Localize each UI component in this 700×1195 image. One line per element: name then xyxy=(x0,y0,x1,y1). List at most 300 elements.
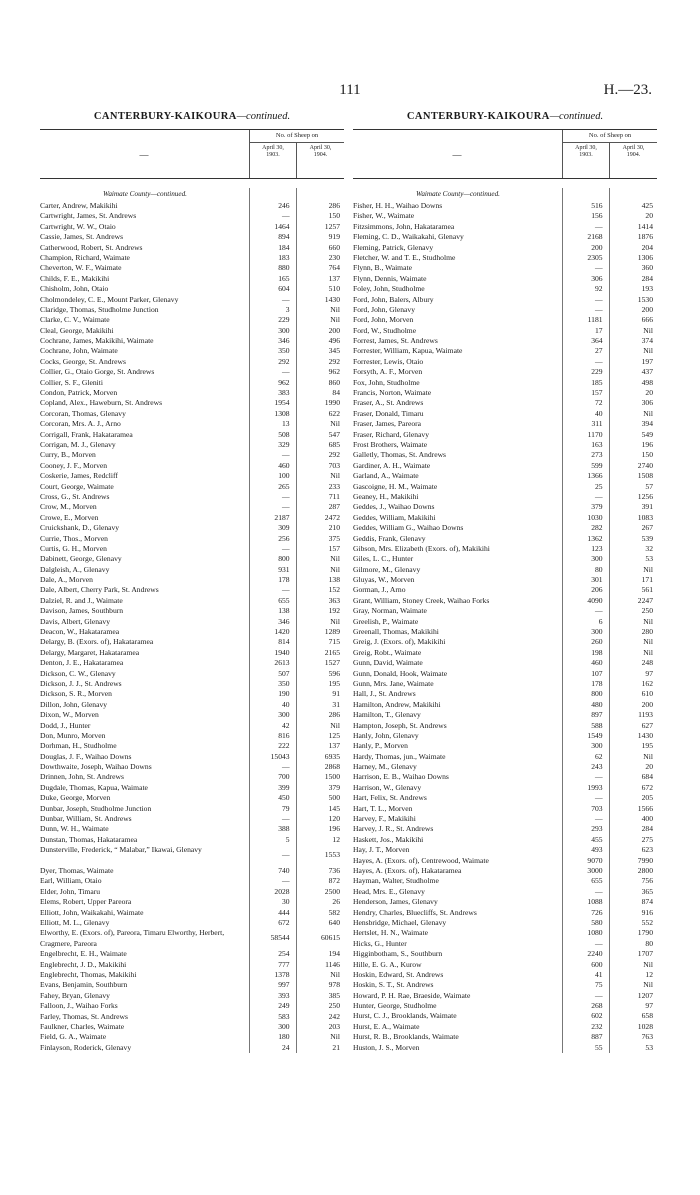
farmer-name: Dorhman, H., Studholme xyxy=(40,741,117,751)
page-number: 111 xyxy=(339,82,361,98)
sheep-1903: 604 xyxy=(278,284,290,294)
sheep-1904: 53 xyxy=(645,554,653,564)
farmer-name: Dale, A., Morven xyxy=(40,575,93,585)
table-row xyxy=(40,908,344,918)
farmer-name: Ford, John, Glenavy xyxy=(353,304,416,314)
sheep-1903: 2187 xyxy=(274,512,290,522)
sheep-1904: 596 xyxy=(328,668,340,678)
year-1904-header: April 30, 1904. xyxy=(309,145,332,158)
farmer-name: Cocks, George, St. Andrews xyxy=(40,356,126,366)
sheep-1904: 150 xyxy=(641,450,653,460)
table-row xyxy=(40,492,344,502)
name-column-header: — xyxy=(139,150,149,160)
sheep-1903: — xyxy=(281,543,290,553)
farmer-name: Evans, Benjamin, Southburn xyxy=(40,980,128,990)
table-row xyxy=(353,928,657,938)
sheep-1904: 12 xyxy=(645,969,653,979)
farmer-name: Gorman, J., Arno xyxy=(353,585,406,595)
sheep-1903: 9070 xyxy=(587,855,603,865)
farmer-name: Hensbridge, Michael, Glenavy xyxy=(353,917,447,927)
sheep-1904: 2740 xyxy=(637,460,653,470)
table-row xyxy=(353,326,657,336)
sheep-1903: 75 xyxy=(594,980,603,990)
sheep-1903: 229 xyxy=(278,315,290,325)
sheep-1904: 200 xyxy=(328,325,340,335)
farmer-name: Hayman, Walter, Studholme xyxy=(353,876,439,886)
farmer-name: Finlayson, Roderick, Glenavy xyxy=(40,1042,132,1052)
farmer-name: Hoskin, S. T., St. Andrews xyxy=(353,980,434,990)
table-row xyxy=(353,284,657,294)
sheep-1903: 41 xyxy=(594,969,603,979)
table-row xyxy=(40,596,344,606)
table-row xyxy=(353,980,657,990)
farmer-name: Cooney, J. F., Morven xyxy=(40,460,108,470)
farmer-name: Cassie, James, St. Andrews xyxy=(40,232,124,242)
farmer-name: Geddes, J., Waihao Downs xyxy=(353,502,435,512)
table-row xyxy=(40,617,344,627)
sheep-1903: 260 xyxy=(591,637,603,647)
sheep-1904: 248 xyxy=(641,658,653,668)
table-row xyxy=(40,1032,344,1042)
sheep-1904: 498 xyxy=(641,377,653,387)
farmer-name: Englebrecht, J. D., Makikihi xyxy=(40,959,127,969)
sheep-1903: 222 xyxy=(278,741,290,751)
sheep-1903: 55 xyxy=(594,1042,603,1052)
sheep-1904: Nil xyxy=(330,1032,340,1042)
farmer-name: Ford, W., Studholme xyxy=(353,325,417,335)
sheep-1903: 1362 xyxy=(587,533,603,543)
sheep-1904: 610 xyxy=(641,689,653,699)
farmer-name: Carter, Andrew, Makikihi xyxy=(40,201,118,210)
table-row xyxy=(40,835,344,845)
farmer-name: Clarke, C. V., Waimate xyxy=(40,315,110,325)
farmer-name: Dale, Albert, Cherry Park, St. Andrews xyxy=(40,585,159,595)
sheep-1904: 20 xyxy=(645,762,653,772)
table-row xyxy=(40,274,344,284)
table-row xyxy=(353,388,657,398)
table-row xyxy=(353,596,657,606)
sheep-1903: 107 xyxy=(591,668,603,678)
table-row xyxy=(40,513,344,523)
farmer-name: Dickson, S. R., Morven xyxy=(40,689,112,699)
sheep-1903: 516 xyxy=(591,201,603,210)
section-heading: Waimate County—continued. xyxy=(103,190,187,198)
sheep-1903: 600 xyxy=(591,959,603,969)
table-row xyxy=(353,243,657,253)
sheep-1904: 685 xyxy=(328,439,340,449)
sheep-1904: 360 xyxy=(641,263,653,273)
sheep-1903: — xyxy=(594,221,603,231)
left-table-body xyxy=(40,188,344,1053)
sheep-1903: 800 xyxy=(591,689,603,699)
farmer-name: Higginbotham, S., Southburn xyxy=(353,949,443,959)
table-row xyxy=(353,783,657,793)
sheep-1904: 171 xyxy=(641,575,653,585)
farmer-name: Corcoran, Mrs. A. J., Arno xyxy=(40,419,121,429)
sheep-1904: 374 xyxy=(641,336,653,346)
farmer-name: Gray, Norman, Waimate xyxy=(353,606,427,616)
table-row xyxy=(353,346,657,356)
sheep-1904: 197 xyxy=(641,356,653,366)
sheep-1904: 658 xyxy=(641,1011,653,1021)
farmer-name: Hanly, P., Morven xyxy=(353,741,408,751)
farmer-name: Geaney, H., Makikihi xyxy=(353,491,419,501)
table-row xyxy=(353,263,657,273)
farmer-name: Cochrane, James, Makikihi, Waimate xyxy=(40,336,154,346)
farmer-name: Frost Brothers, Waimate xyxy=(353,439,428,449)
table-row xyxy=(353,804,657,814)
farmer-name: Galletly, Thomas, St. Andrews xyxy=(353,450,447,460)
table-row xyxy=(353,274,657,284)
table-row xyxy=(353,637,657,647)
sheep-1904: 194 xyxy=(328,949,340,959)
sheep-1904: Nil xyxy=(643,564,653,574)
table-row xyxy=(353,1032,657,1042)
sheep-1903: — xyxy=(281,294,290,304)
sheep-1903: 726 xyxy=(591,907,603,917)
sheep-1904: 1430 xyxy=(637,730,653,740)
sheep-1903: 27 xyxy=(594,346,603,356)
sheep-1904: 561 xyxy=(641,585,653,595)
table-row xyxy=(353,876,657,886)
sheep-1904: 627 xyxy=(641,720,653,730)
table-row xyxy=(40,523,344,533)
farmer-name: Hicks, G., Hunter xyxy=(353,938,407,948)
sheep-1903: 493 xyxy=(591,845,603,855)
sheep-1904: Nil xyxy=(330,720,340,730)
farmer-name: Davison, James, Southburn xyxy=(40,606,124,616)
farmer-name: Gunn, Mrs. Jane, Waimate xyxy=(353,678,434,688)
sheep-1903: 273 xyxy=(591,450,603,460)
table-row xyxy=(40,731,344,741)
sheep-1903: 40 xyxy=(594,408,603,418)
table-row xyxy=(40,814,344,824)
table-row xyxy=(40,700,344,710)
sheep-1903: 79 xyxy=(281,803,290,813)
right-table-body xyxy=(353,188,657,1053)
sheep-1904: 582 xyxy=(328,907,340,917)
farmer-name: Collier, G., Otaio Gorge, St. Andrews xyxy=(40,367,155,377)
sheep-1904: 496 xyxy=(328,336,340,346)
table-row xyxy=(353,367,657,377)
sheep-1904: 916 xyxy=(641,907,653,917)
farmer-name: Harrison, E. B., Waihao Downs xyxy=(353,772,449,782)
table-row xyxy=(40,1022,344,1032)
sheep-1904: 400 xyxy=(641,814,653,824)
sheep-1903: 364 xyxy=(591,336,603,346)
table-row xyxy=(353,482,657,492)
farmer-name: Harvey, F., Makikihi xyxy=(353,814,416,824)
sheep-1904: 1146 xyxy=(325,959,340,969)
farmer-name: Flynn, B., Waimate xyxy=(353,263,412,273)
table-row xyxy=(40,1043,344,1053)
table-row xyxy=(40,575,344,585)
farmer-name: Hampton, Joseph, St. Andrews xyxy=(353,720,447,730)
sheep-1903: 123 xyxy=(591,543,603,553)
table-row xyxy=(40,637,344,647)
farmer-name: Engelbrecht, E. H., Waimate xyxy=(40,949,127,959)
farmer-name: Forsyth, A. F., Morven xyxy=(353,367,423,377)
farmer-name: Field, G. A., Waimate xyxy=(40,1032,107,1042)
table-row xyxy=(40,960,344,970)
sheep-1904: 1430 xyxy=(324,294,340,304)
sheep-1904: 145 xyxy=(328,803,340,813)
farmer-name: Dunbar, William, St. Andrews xyxy=(40,814,132,824)
sheep-1903: — xyxy=(594,990,603,1000)
table-row xyxy=(40,565,344,575)
sheep-1904: 763 xyxy=(641,1032,653,1042)
farmer-name: Gascoigne, H. M., Waimate xyxy=(353,481,438,491)
sheep-1904: 623 xyxy=(641,845,653,855)
sheep-1904: 703 xyxy=(328,460,340,470)
sheep-1903: — xyxy=(281,814,290,824)
sheep-1904: 32 xyxy=(645,543,653,553)
sheep-1904: 120 xyxy=(328,814,340,824)
sheep-1904: 715 xyxy=(328,637,340,647)
sheep-1903: 254 xyxy=(278,949,290,959)
sheep-1904: 1508 xyxy=(637,471,653,481)
sheep-1904: 756 xyxy=(641,876,653,886)
sheep-1903: 583 xyxy=(278,1011,290,1021)
sheep-1904: 150 xyxy=(328,211,340,221)
sheep-1904: 539 xyxy=(641,533,653,543)
sheep-1904: 138 xyxy=(328,575,340,585)
sheep-1904: 203 xyxy=(328,1021,340,1031)
table-row xyxy=(353,295,657,305)
farmer-name: Head, Mrs. E., Glenavy xyxy=(353,886,425,896)
table-row xyxy=(40,918,344,928)
table-row xyxy=(353,398,657,408)
sheep-1903: 300 xyxy=(591,627,603,637)
sheep-1903: 2028 xyxy=(274,886,290,896)
sheep-1904: 205 xyxy=(641,793,653,803)
farmer-name: Court, George, Waimate xyxy=(40,481,114,491)
sheep-1903: 655 xyxy=(591,876,603,886)
sheep-1904: 1083 xyxy=(637,512,653,522)
table-row xyxy=(40,627,344,637)
sheep-1903: 962 xyxy=(278,377,290,387)
table-row xyxy=(40,232,344,242)
farmer-name: Fisher, W., Waimate xyxy=(353,211,415,221)
table-row xyxy=(40,398,344,408)
farmer-name: Cochrane, John, Waimate xyxy=(40,346,118,356)
farmer-name: Francis, Norton, Waimate xyxy=(353,388,432,398)
sheep-1904: 363 xyxy=(328,595,340,605)
farmer-name: Greig, J. (Exors. of), Makikihi xyxy=(353,637,446,647)
sheep-1904: 80 xyxy=(645,938,653,948)
farmer-name: Elliott, John, Waikakahi, Waimate xyxy=(40,907,144,917)
table-row xyxy=(40,689,344,699)
column-header xyxy=(40,129,344,179)
sheep-1904: 292 xyxy=(328,450,340,460)
table-row xyxy=(40,804,344,814)
sheep-1904: 385 xyxy=(328,990,340,1000)
farmer-name: Davis, Albert, Glenavy xyxy=(40,616,111,626)
sheep-1903: 5 xyxy=(285,834,290,844)
sheep-1903: 256 xyxy=(278,533,290,543)
sheep-1903: 700 xyxy=(278,772,290,782)
sheep-1904: Nil xyxy=(643,980,653,990)
sheep-1904: 2472 xyxy=(324,512,340,522)
sheep-1904: 978 xyxy=(328,980,340,990)
sheep-1903: — xyxy=(594,886,603,896)
farmer-name: Dixon, W., Morven xyxy=(40,710,99,720)
table-row xyxy=(353,565,657,575)
sheep-1904: 97 xyxy=(645,1001,653,1011)
farmer-name: Coskerie, James, Redcliff xyxy=(40,471,118,481)
table-row xyxy=(353,461,657,471)
sheep-1904: 1790 xyxy=(637,928,653,938)
sheep-1903: 816 xyxy=(278,730,290,740)
sheep-1904: 2800 xyxy=(637,866,653,875)
table-row xyxy=(353,845,657,855)
farmer-name: Englebrecht, Thomas, Makikihi xyxy=(40,969,137,979)
farmer-name: Condon, Patrick, Morven xyxy=(40,388,118,398)
column-title: CANTERBURY-KAIKOURA—continued. xyxy=(406,111,604,122)
farmer-name: Flynn, Dennis, Waimate xyxy=(353,273,427,283)
table-row xyxy=(40,741,344,751)
year-1903-header: April 30, 1903. xyxy=(262,145,284,158)
sheep-1903: — xyxy=(594,294,603,304)
farmer-name: Grant, William, Stoney Creek, Waihao Forks xyxy=(353,595,490,605)
sheep-1904: Nil xyxy=(643,751,653,761)
sheep-1904: 7990 xyxy=(637,855,653,865)
table-row xyxy=(40,1012,344,1022)
farmer-name: Dugdale, Thomas, Kapua, Waimate xyxy=(40,782,148,792)
table-row xyxy=(40,336,344,346)
sheep-1903: 350 xyxy=(278,346,290,356)
sheep-1904: 192 xyxy=(328,606,340,616)
sheep-1904: 284 xyxy=(641,273,653,283)
table-row xyxy=(40,450,344,460)
farmer-name: Howard, P. H. Rae, Braeside, Waimate xyxy=(353,990,471,1000)
sheep-1903: 2168 xyxy=(587,232,603,242)
farmer-name: Hanly, John, Glenavy xyxy=(353,730,419,740)
sheep-1904: 1553 xyxy=(324,850,340,860)
sheep-1903: 200 xyxy=(591,242,603,252)
sheep-1903: 4090 xyxy=(587,595,603,605)
sheep-1903: 703 xyxy=(591,803,603,813)
year-1904-header: April 30, 1904. xyxy=(622,145,645,158)
sheep-1903: — xyxy=(594,938,603,948)
farmer-name: Corrigall, Frank, Hakataramea xyxy=(40,429,133,439)
table-row xyxy=(353,689,657,699)
farmer-name: Ford, John, Balers, Albury xyxy=(353,294,434,304)
sheep-1903: 388 xyxy=(278,824,290,834)
sheep-1904: Nil xyxy=(643,346,653,356)
sheep-1903: 249 xyxy=(278,1001,290,1011)
sheep-1903: — xyxy=(594,814,603,824)
table-row xyxy=(353,315,657,325)
table-row xyxy=(353,949,657,959)
sheep-1904: 196 xyxy=(328,824,340,834)
farmer-name: Ford, John, Morven xyxy=(353,315,414,325)
sheep-1903: 232 xyxy=(591,1021,603,1031)
sheep-1904: 1414 xyxy=(637,221,653,231)
sheep-1904: Nil xyxy=(330,315,340,325)
farmer-name: Corrigan, M. J., Glenavy xyxy=(40,439,116,449)
sheep-1903: 1030 xyxy=(587,512,603,522)
sheep-1904: 622 xyxy=(328,408,340,418)
sheep-1904: 1256 xyxy=(637,491,653,501)
farmer-name: Falloon, J., Waihao Forks xyxy=(40,1001,118,1011)
sheep-1904: 1707 xyxy=(637,949,653,959)
table-row xyxy=(40,679,344,689)
sheep-1904: 1306 xyxy=(637,252,653,262)
table-row xyxy=(40,762,344,772)
farmer-name: Greig, Robt., Waimate xyxy=(353,647,422,657)
table-row xyxy=(40,793,344,803)
farmer-name: Hart, T. L., Morven xyxy=(353,803,413,813)
sheep-1904: 1193 xyxy=(638,710,653,720)
sheep-1903: 997 xyxy=(278,980,290,990)
table-row xyxy=(353,1011,657,1021)
table-row xyxy=(353,835,657,845)
table-row xyxy=(353,752,657,762)
table-row xyxy=(353,336,657,346)
sheep-1904: 660 xyxy=(328,242,340,252)
table-row xyxy=(40,991,344,1001)
table-row xyxy=(353,585,657,595)
left-column xyxy=(40,111,344,1053)
sheep-1903: 178 xyxy=(591,678,603,688)
farmer-name: Hurst, E. A., Waimate xyxy=(353,1021,420,1031)
sheep-1904: 666 xyxy=(641,315,653,325)
table-row xyxy=(40,544,344,554)
table-row xyxy=(40,585,344,595)
sheep-1903: 198 xyxy=(591,647,603,657)
table-row xyxy=(353,679,657,689)
farmer-name: Fraser, James, Pareora xyxy=(353,419,422,429)
sheep-1903: 1420 xyxy=(274,627,290,637)
sheep-1903: 2240 xyxy=(587,949,603,959)
sheep-1903: 301 xyxy=(591,575,603,585)
sheep-1903: 92 xyxy=(594,284,603,294)
table-row xyxy=(353,887,657,897)
table-row xyxy=(353,430,657,440)
table-row xyxy=(353,908,657,918)
sheep-1903: 292 xyxy=(278,356,290,366)
sheep-1904: 684 xyxy=(641,772,653,782)
sheep-1904: 60615 xyxy=(321,933,340,943)
sheep-1904: 195 xyxy=(328,678,340,688)
sheep-1904: 162 xyxy=(641,678,653,688)
sheep-1904: Nil xyxy=(330,969,340,979)
sheep-1903: 24 xyxy=(281,1042,290,1052)
farmer-name: Collier, S. F., Gleniti xyxy=(40,377,104,387)
table-row xyxy=(40,949,344,959)
sheep-1903: 480 xyxy=(591,699,603,709)
sheep-1903: 206 xyxy=(591,585,603,595)
farmer-name: Forrester, William, Kapua, Waimate xyxy=(353,346,463,356)
table-row xyxy=(353,471,657,481)
sheep-1904: Nil xyxy=(643,647,653,657)
sheep-1903: 309 xyxy=(278,523,290,533)
sheep-1904: 20 xyxy=(645,211,653,221)
farmer-name: Hamilton, T., Glenavy xyxy=(353,710,421,720)
sheep-1903: 460 xyxy=(591,658,603,668)
farmer-name: Don, Munro, Morven xyxy=(40,730,106,740)
sheep-1904: Nil xyxy=(643,408,653,418)
sheep-1904: 1289 xyxy=(324,627,340,637)
table-row xyxy=(40,253,344,263)
sheep-1903: 6 xyxy=(598,616,603,626)
sheep-1903: 300 xyxy=(278,325,290,335)
sheep-1904: 345 xyxy=(328,346,340,356)
sheep-1903: 183 xyxy=(278,252,290,262)
name-column-header: — xyxy=(452,150,462,160)
sheep-1903: 455 xyxy=(591,834,603,844)
